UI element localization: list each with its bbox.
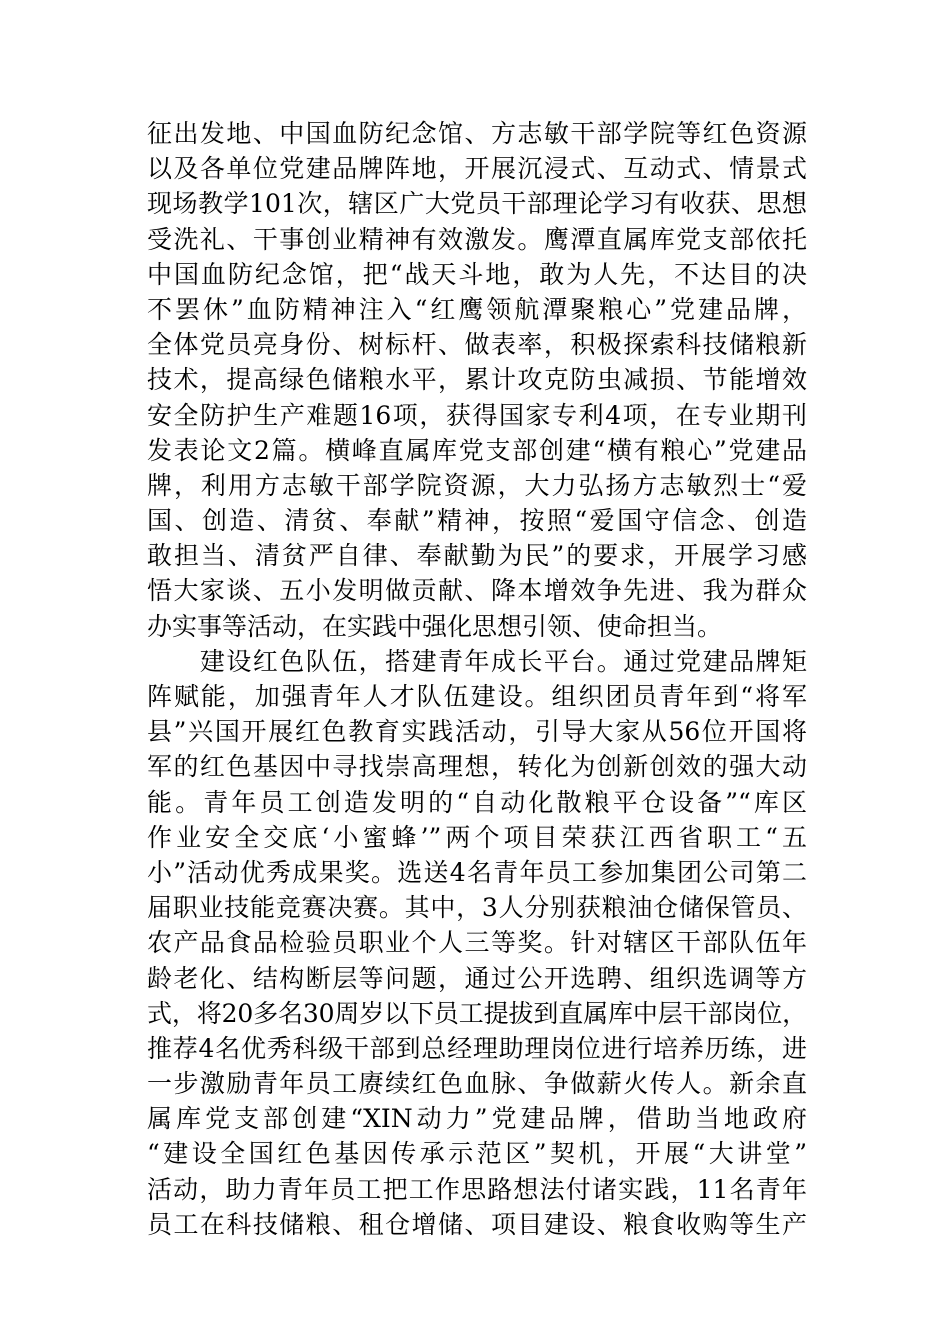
text-line: 阵赋能，加强青年人才队伍建设。组织团员青年到“将军	[147, 682, 807, 711]
text-line: 作业安全交底‘小蜜蜂’”两个项目荣获江西省职工“五	[147, 822, 807, 852]
text-line: 县”兴国开展红色教育实践活动，引导大家从56位开国将	[147, 717, 807, 747]
text-line: 中国血防纪念馆，把“战天斗地，敢为人先，不达目的决	[147, 259, 807, 289]
text-line: 小”活动优秀成果奖。选送4名青年员工参加集团公司第二	[147, 857, 807, 887]
text-line: 悟大家谈、五小发明做贡献、降本增效争先进、我为群众	[147, 576, 807, 606]
text-line: 办实事等活动，在实践中强化思想引领、使命担当。	[147, 611, 723, 641]
text-line: 牌，利用方志敏干部学院资源，大力弘扬方志敏烈士“爱	[147, 470, 807, 500]
text-line: 发表论文2篇。横峰直属库党支部创建“横有粮心”党建品	[147, 435, 807, 465]
text-line: 技术，提高绿色储粮水平，累计攻克防虫减损、节能增效	[147, 365, 807, 395]
body-text	[147, 116, 807, 1242]
text-line: 推荐4名优秀科级干部到总经理助理岗位进行培养历练，进	[147, 1033, 807, 1063]
text-line: 敢担当、清贫严自律、奉献勤为民”的要求，开展学习感	[147, 541, 807, 571]
text-line: 全体党员亮身份、树标杆、做表率，积极探索科技储粮新	[147, 330, 807, 360]
paragraph-2	[147, 644, 807, 1242]
text-line: 一步激励青年员工赓续红色血脉、争做薪火传人。新余直	[147, 1069, 807, 1099]
text-line: “建设全国红色基因传承示范区”契机，开展“大讲堂”	[147, 1139, 807, 1169]
text-line: 员工在科技储粮、租仓增储、项目建设、粮食收购等生产	[147, 1209, 807, 1239]
text-line: 活动，助力青年员工把工作思路想法付诸实践，11名青年	[147, 1174, 807, 1204]
paragraph-1	[147, 116, 807, 644]
text-line: 安全防护生产难题16项，获得国家专利4项，在专业期刊	[147, 400, 807, 430]
text-line: 受洗礼、干事创业精神有效激发。鹰潭直属库党支部依托	[147, 224, 807, 254]
text-line: 军的红色基因中寻找崇高理想，转化为创新创效的强大动	[147, 752, 807, 782]
text-line: 属库党支部创建“XIN动力”党建品牌，借助当地政府	[147, 1104, 807, 1134]
text-line: 龄老化、结构断层等问题，通过公开选聘、组织选调等方	[147, 963, 807, 993]
text-line: 农产品食品检验员职业个人三等奖。针对辖区干部队伍年	[147, 928, 807, 958]
text-line: 能。青年员工创造发明的“自动化散粮平仓设备”“库区	[147, 787, 807, 817]
text-line: 建设红色队伍，搭建青年成长平台。通过党建品牌矩	[147, 646, 807, 676]
text-line: 现场教学101次，辖区广大党员干部理论学习有收获、思想	[147, 189, 807, 219]
text-line: 不罢休”血防精神注入“红鹰领航潭聚粮心”党建品牌，	[147, 294, 807, 324]
text-line: 征出发地、中国血防纪念馆、方志敏干部学院等红色资源	[147, 119, 807, 148]
text-line: 届职业技能竞赛决赛。其中，3人分别获粮油仓储保管员、	[147, 893, 807, 923]
text-line: 国、创造、清贫、奉献”精神，按照“爱国守信念、创造	[147, 506, 807, 536]
text-line: 以及各单位党建品牌阵地，开展沉浸式、互动式、情景式	[147, 154, 807, 184]
text-line: 式，将20多名30周岁以下员工提拔到直属库中层干部岗位，	[147, 998, 807, 1028]
